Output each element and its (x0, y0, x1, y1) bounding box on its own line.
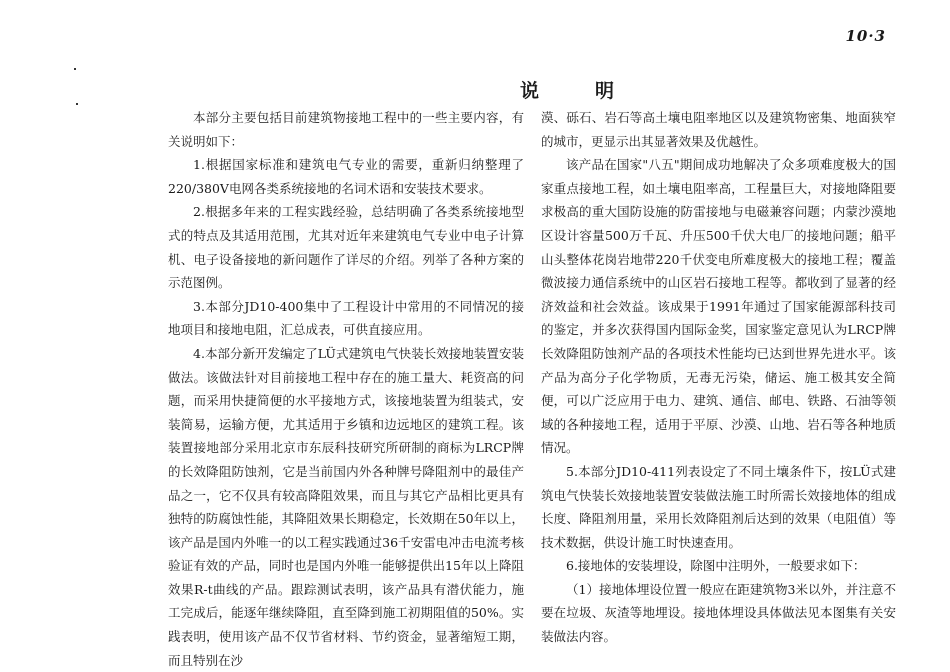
right-column (541, 106, 896, 649)
scan-speck (74, 68, 76, 70)
left-column (168, 106, 524, 672)
scan-speck (76, 103, 78, 105)
item-6-1-paragraph: （1）接地体埋设位置一般应在距建筑物3米以外，并注意不要在垃圾、灰渣等地埋设。接地体埋设具体做法见本图集有关安装做法内容。 (541, 581, 896, 645)
intro-paragraph: 本部分主要包括目前建筑物接地工程中的一些主要内容，有关说明如下： (168, 110, 524, 149)
item-3-paragraph: 3.本部分JD10-400集中了工程设计中常用的不同情况的接地项目和接地电阻，汇总成表，可供直接应用。 (168, 298, 524, 338)
product-paragraph: 该产品在国家"八五"期间成功地解决了众多项难度极大的国家重点接地工程，如土壤电阻率高，工程量巨大，对接地降阻要求极高的重大国防设施的防雷接地与电磁兼容问题；内蒙沙漠地区设计容量500万千瓦、升压500千伏大电厂的接地问题；船平山头整体花岗岩地带220千伏变电所难度极大的接地工程；覆盖微波接力通信系统中的山区岩石接地工程等。都收到了显著的经济效益和社会效益。该成果于1991年通过了国家能源部科技司的鉴定，并多次获得国内国际金奖，国家鉴定意见认为LRCP牌长效降阻防蚀剂产品的各项技术性能均已达到世界先进水平。该产品为高分子化学物质，无毒无污染，储运、施工极其安全简便，可以广泛应用于电力、建筑、通信、邮电、铁路、石油等领域的各种接地工程，适用于平原、沙漠、山地、岩石等各种地质情况。 (541, 157, 896, 456)
section-title: 说明 (520, 80, 671, 102)
item-1-paragraph: 1.根据国家标准和建筑电气专业的需要，重新归纳整理了220/380V电网各类系统接地的名词术语和安装技术要求。 (168, 157, 524, 196)
item-4-continuation: 漠、砾石、岩石等高土壤电阻率地区以及建筑物密集、地面狭窄的城市，更显示出其显著效果及优越性。 (541, 110, 896, 149)
item-5-paragraph: 5.本部分JD10-411列表设定了不同土壤条件下，按LÜ式建筑电气快装长效接地装置安装做法施工时所需长效接地体的组成长度、降阻剂用量，采用长效降阻剂后达到的效果（电阻值）等技术数据，供设计施工时快速查用。 (541, 463, 896, 550)
item-6-paragraph: 6.接地体的安装埋设，除图中注明外，一般要求如下： (566, 558, 866, 574)
item-4-paragraph: 4.本部分新开发编定了LÜ式建筑电气快装长效接地装置安装做法。该做法针对目前接地工程中存在的施工量大、耗资高的问题，而采用快捷简便的水平接地方式，该接地装置为组装式，安装简易，运输方便，尤其适用于乡镇和边远地区的建筑工程。该装置接地部分采用北京市东辰科技研究所研制的商标为LRCP牌的长效降阻防蚀剂，它是当前国内外各种牌号降阻剂中的最佳产品之一，它不仅具有较高降阻效果，而且与其它产品相比更具有独特的防腐蚀性能，其降阻效果长期稳定，长效期在50年以上，该产品是国内外唯一的以工程实践通过36千安雷电冲击电流考核验证有效的产品，同时也是国内外唯一能够提供出15年以上降阻效果R-t曲线的产品。跟踪测试表明，该产品具有潜伏能力，施工完成后，能逐年继续降阻，直至降到施工初期阻值的50%。实践表明，使用该产品不仅节省材料、节约资金，显著缩短工期，而且特别在沙 (168, 345, 524, 668)
page-number: 10·3 (845, 27, 886, 45)
item-2-paragraph: 2.根据多年来的工程实践经验，总结明确了各类系统接地型式的特点及其适用范围，尤其对近年来建筑电气专业中电子计算机、电子设备接地的新问题作了详尽的介绍。列举了各种方案的示范图例。 (168, 204, 524, 291)
